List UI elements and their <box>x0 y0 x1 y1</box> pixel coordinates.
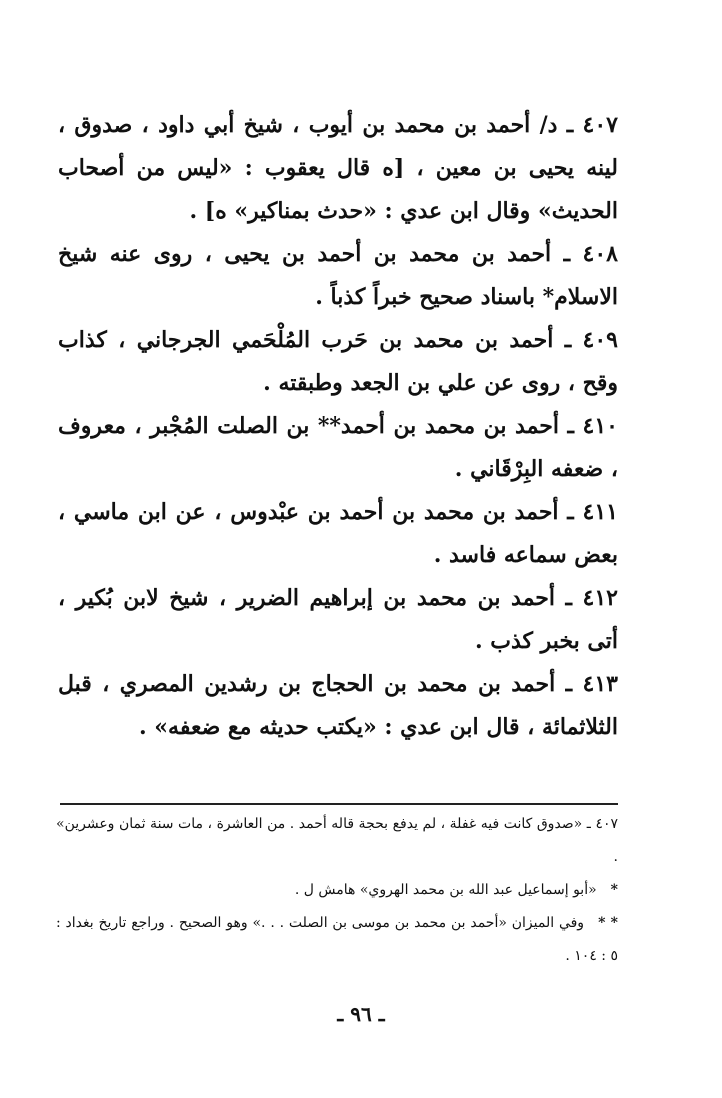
footnote-text: وفي الميزان «أحمد بن محمد بن موسى بن الصلت . . .» وهو الصحيح . وراجع تاريخ بغداد : ٥ : ١٠٤ . <box>56 915 618 964</box>
entry-408: ٤٠٨ ـ أحمد بن محمد بن أحمد بن يحيى ، روى عنه شيخ الاسلام* باسناد صحيح خبراً كذباً . <box>58 241 618 310</box>
entry-413: ٤١٣ ـ أحمد بن محمد بن الحجاج بن رشدين المصري ، قبل الثلاثمائة ، قال ابن عدي : «يكتب حديثه مع ضعفه» . <box>58 671 618 740</box>
footnote-marker: * * <box>598 915 618 931</box>
footnote-text: «أبو إسماعيل عبد الله بن محمد الهروي» هامش ل . <box>294 882 597 898</box>
footnote-double-star <box>56 907 618 973</box>
main-text <box>58 104 618 749</box>
entry-411: ٤١١ ـ أحمد بن محمد بن أحمد بن عبْدوس ، عن ابن ماسي ، بعض سماعه فاسد . <box>58 499 618 568</box>
page-number: ـ ٩٦ ـ <box>337 1002 385 1026</box>
footnote-text: ٤٠٧ ـ «صدوق كانت فيه غفلة ، لم يدفع بحجة قاله أحمد . من العاشرة ، مات سنة ثمان وعشرين» . <box>56 816 618 865</box>
entry-407: ٤٠٧ ـ د/ أحمد بن محمد بن أيوب ، شيخ أبي داود ، صدوق ، لينه يحيى بن معين ، [ه قال يعقوب : «ليس من أصحاب الحديث» وقال ابن عدي : «حدث بمناكير» ه] . <box>58 112 618 224</box>
entry-412: ٤١٢ ـ أحمد بن محمد بن إبراهيم الضرير ، شيخ لابن بُكير ، أتى بخبر كذب . <box>58 585 618 654</box>
footnote-407 <box>56 808 618 874</box>
entry-409: ٤٠٩ ـ أحمد بن محمد بن حَرب المُلْحَمي الجرجاني ، كذاب وقح ، روى عن علي بن الجعد وطبقته . <box>58 327 618 396</box>
footnote-divider <box>60 803 618 805</box>
footnote-single-star <box>56 874 618 907</box>
footnotes <box>56 808 618 973</box>
footnote-marker: * <box>610 882 618 898</box>
entry-410: ٤١٠ ـ أحمد بن محمد بن أحمد** بن الصلت المُجْبر ، معروف ، ضعفه البِرْقَاني . <box>58 413 618 482</box>
